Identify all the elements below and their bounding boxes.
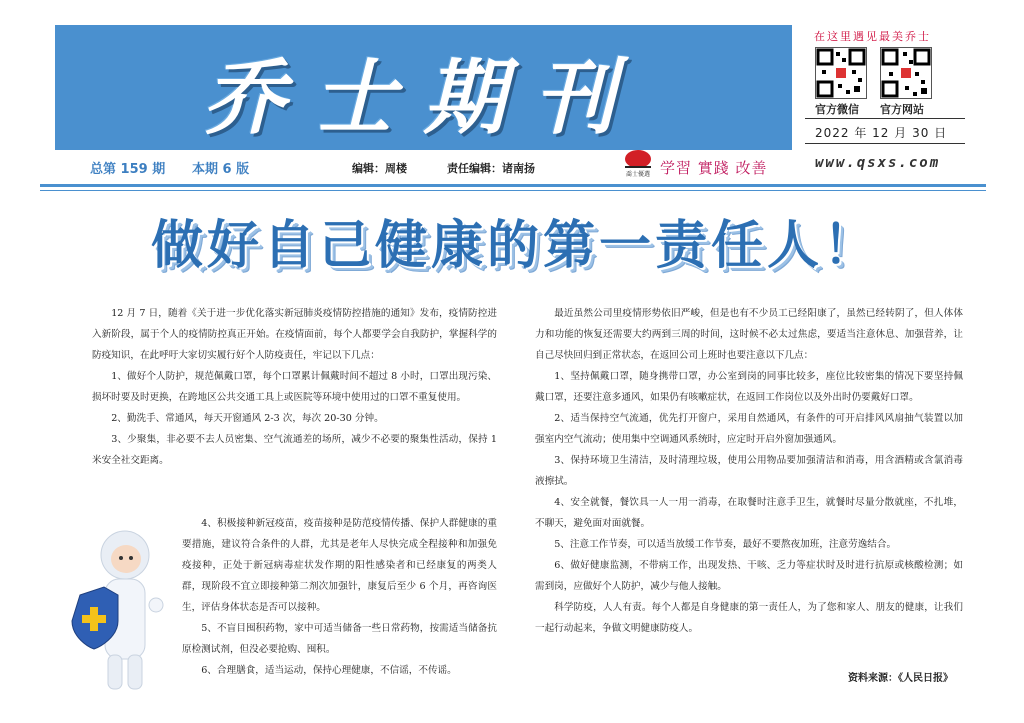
paragraph: 12 月 7 日，随着《关于进一步优化落实新冠肺炎疫情防控措施的通知》发布，疫情防控进入新阶段，属于个人的疫情防控真正开始。在疫情面前，每个人都要学会自我防护，掌握科学的防疫知识，在此呼吁大家切实履行好个人防疫责任，牢记以下几点： <box>92 308 497 361</box>
paragraph: 2、勤洗手、常通风，每天开窗通风 2-3 次，每次 20-30 分钟。 <box>111 413 384 424</box>
masthead-banner <box>55 25 792 150</box>
headline: 做好自己健康的第一责任人！ <box>150 216 879 276</box>
source-credit: 资料来源：《人民日报》 <box>848 673 953 684</box>
paragraph: 最近虽然公司里疫情形势依旧严峻，但是也有不少员工已经阳康了，虽然已经转阴了，但人体体力和功能的恢复还需要大约两到三周的时间，这时候不必太过焦虑，要适当注意休息、加强营养，让自己尽快回归到正常状态，在返回公司上班时也要注意以下几点： <box>535 308 963 361</box>
paragraph: 1、坚持佩戴口罩，随身携带口罩，办公室到岗的同事比较多，座位比较密集的情况下要坚持佩戴口罩，还要注意多通风，如果仍有咳嗽症状，在返回工作岗位以及外出时仍要戴好口罩。 <box>535 371 963 403</box>
date-divider-top <box>805 118 965 119</box>
paragraph: 5、不盲目囤积药物，家中可适当储备一些日常药物，按需适当储备抗原检测试剂，但没必要抢购、囤积。 <box>182 623 497 655</box>
website-label: 官方网站 <box>880 103 924 116</box>
editor: 编辑：周楼 <box>352 162 407 175</box>
paragraph: 4、安全就餐，餐饮具一人一用一消毒，在取餐时注意手卫生，就餐时尽量分散就座，不扎堆，不聊天，避免面对面就餐。 <box>535 497 963 529</box>
right-column <box>535 303 963 639</box>
date-divider-bottom <box>805 143 965 144</box>
paragraph: 6、合理膳食，适当运动，保持心理健康，不信谣，不传谣。 <box>201 665 457 676</box>
slogan: 学習 實踐 改善 <box>660 159 768 177</box>
paragraph: 1、做好个人防护，规范佩戴口罩，每个口罩累计佩戴时间不超过 8 小时，口罩出现污染、损坏时要及时更换，在跨地区公共交通工具上或医院等环境中使用过的口罩不重复使用。 <box>92 371 497 403</box>
qr-tagline: 在这里遇见最美乔士 <box>814 30 931 43</box>
header-rule <box>40 184 986 187</box>
wechat-qr-icon <box>815 47 867 99</box>
paragraph: 科学防疫，人人有责。每个人都是自身健康的第一责任人，为了您和家人、朋友的健康，让我们一起行动起来，争做文明健康防疫人。 <box>535 602 963 634</box>
website-url: www.qsxs.com <box>815 155 941 171</box>
paragraph: 5、注意工作节奏，可以适当放缓工作节奏，最好不要熬夜加班，注意劳逸结合。 <box>554 539 897 550</box>
paragraph: 2、适当保持空气流通，优先打开窗户，采用自然通风，有条件的可开启排风风扇抽气装置以加强室内空气流动；使用集中空调通风系统时，应定时开启外窗加强通风。 <box>535 413 963 445</box>
left-column-top <box>92 303 497 471</box>
chief-editor: 责任编辑：诸南扬 <box>447 162 535 175</box>
logo-text: 喬士優選 <box>625 171 651 178</box>
left-column-bottom <box>182 513 497 681</box>
website-qr-icon <box>880 47 932 99</box>
header-rule-thin <box>40 190 986 191</box>
issue-date: 2022 年 12 月 30 日 <box>815 126 948 140</box>
company-logo-icon <box>621 148 655 178</box>
doctor-mascot-icon <box>70 525 170 695</box>
paragraph: 3、保持环境卫生清洁，及时清理垃圾，使用公用物品要加强清洁和消毒，用含酒精或含氯消毒液擦拭。 <box>535 455 963 487</box>
issue-pages: 本期 6 版 <box>192 162 250 177</box>
issue-number: 总第 159 期 <box>90 162 166 177</box>
paragraph: 3、少聚集，非必要不去人员密集、空气流通差的场所，减少不必要的聚集性活动，保持 1 米安全社交距离。 <box>92 434 497 466</box>
masthead-title: 乔士期刊 <box>203 50 644 146</box>
paragraph: 6、做好健康监测，不带病工作，出现发热、干咳、乏力等症状时及时进行抗原或核酸检测；如需到岗，应做好个人防护，减少与他人接触。 <box>535 560 963 592</box>
paragraph: 4、积极接种新冠疫苗，疫苗接种是防范疫情传播、保护人群健康的重要措施，建议符合条件的人群，尤其是老年人尽快完成全程接种和加强免疫接种，正处于新冠病毒症状发作期的阳性感染者和已经康复的两类人群，现阶段不宜立即接种第二剂次加强针，康复后至少 6 个月，再咨询医生，评估身体状态是否可以接种。 <box>182 518 497 613</box>
wechat-label: 官方微信 <box>815 103 859 116</box>
